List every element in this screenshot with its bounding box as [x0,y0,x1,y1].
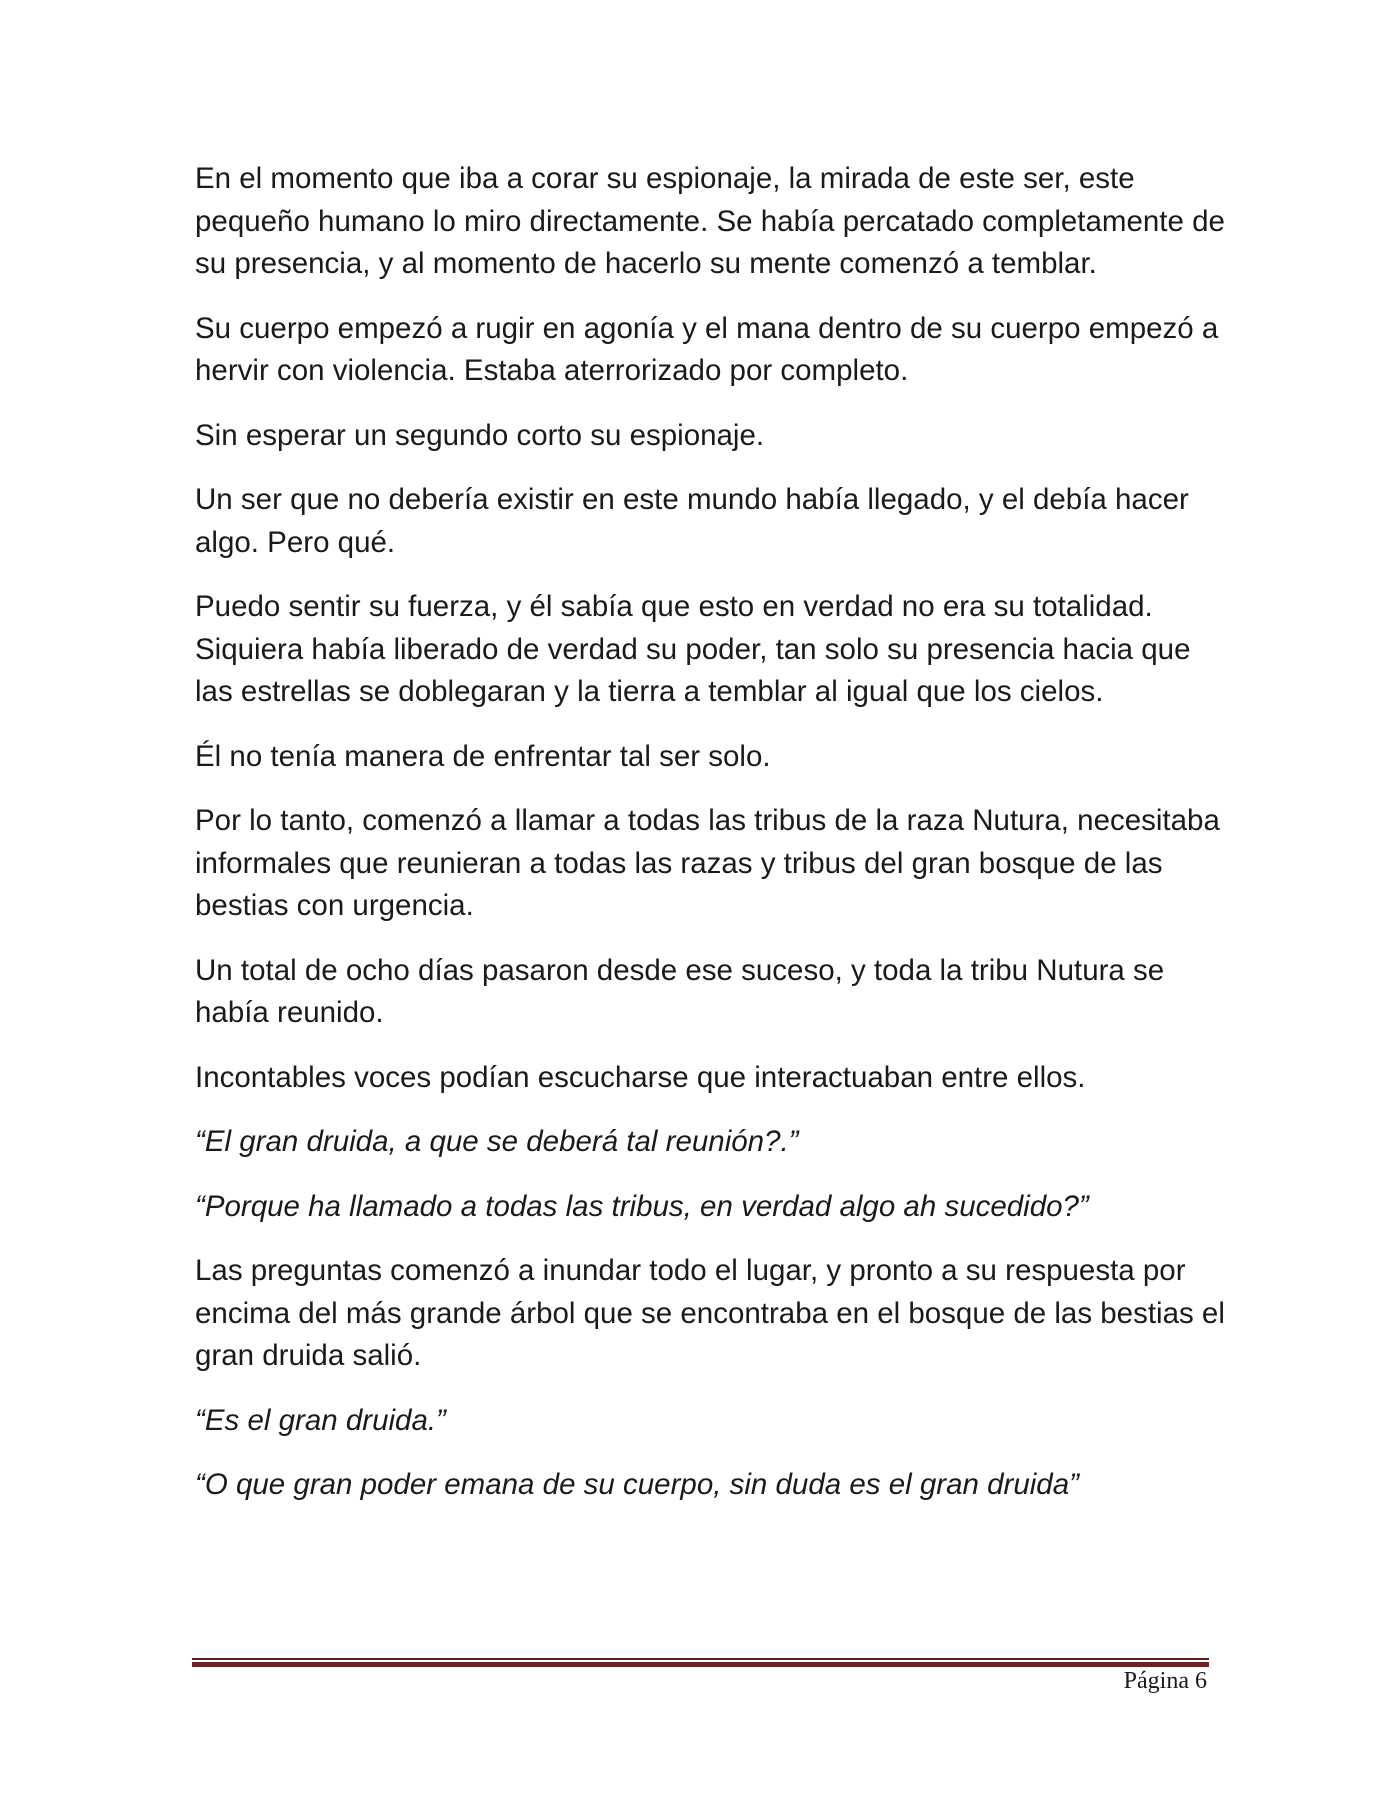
body-text [195,158,1225,1529]
paragraph-2: Su cuerpo empezó a rugir en agonía y el mana dentro de su cuerpo empezó a hervir con violencia. Estaba aterrorizado por completo. [195,311,1219,387]
paragraph-8: Un total de ocho días pasaron desde ese suceso, y toda la tribu Nutura se había reunido. [195,953,1165,1029]
paragraph-9: Incontables voces podían escucharse que interactuaban entre ellos. [195,1060,1086,1094]
paragraph-3: Sin esperar un segundo corto su espionaje. [195,418,765,452]
paragraph-7: Por lo tanto, comenzó a llamar a todas las tribus de la raza Nutura, necesitaba informales que reunieran a todas las razas y tribus del gran bosque de las bestias con urgencia. [195,804,1220,922]
footer-divider-thin [192,1658,1209,1660]
paragraph-10: Las preguntas comenzó a inundar todo el lugar, y pronto a su respuesta por encima del más grande árbol que se encontraba en el bosque de las bestias el gran druida salió. [195,1254,1225,1372]
paragraph-1: En el momento que iba a corar su espionaje, la mirada de este ser, este pequeño humano lo miro directamente. Se había percatado completamente de su presencia, y al momento de hacerlo su mente comenzó a temblar. [195,162,1225,280]
page-number: Página 6 [1123,1668,1207,1694]
footer-divider [192,1658,1209,1667]
dialogue-1: “El gran druida, a que se deberá tal reunión?.” [195,1125,799,1158]
paragraph-5: Puedo sentir su fuerza, y él sabía que esto en verdad no era su totalidad. Siquiera había liberado de verdad su poder, tan solo su presencia hacia que las estrellas se doblegaran y la tierra a temblar al igual que los cielos. [195,590,1191,708]
dialogue-3: “Es el gran druida.” [195,1403,446,1437]
footer-divider-thick [192,1662,1209,1667]
paragraph-4: Un ser que no debería existir en este mundo había llegado, y el debía hacer algo. Pero qué. [195,483,1189,559]
dialogue-4: “O que gran poder emana de su cuerpo, sin duda es el gran druida” [195,1468,1079,1501]
paragraph-6: Él no tenía manera de enfrentar tal ser solo. [195,739,771,773]
dialogue-2: “Porque ha llamado a todas las tribus, en verdad algo ah sucedido?” [195,1189,1089,1223]
